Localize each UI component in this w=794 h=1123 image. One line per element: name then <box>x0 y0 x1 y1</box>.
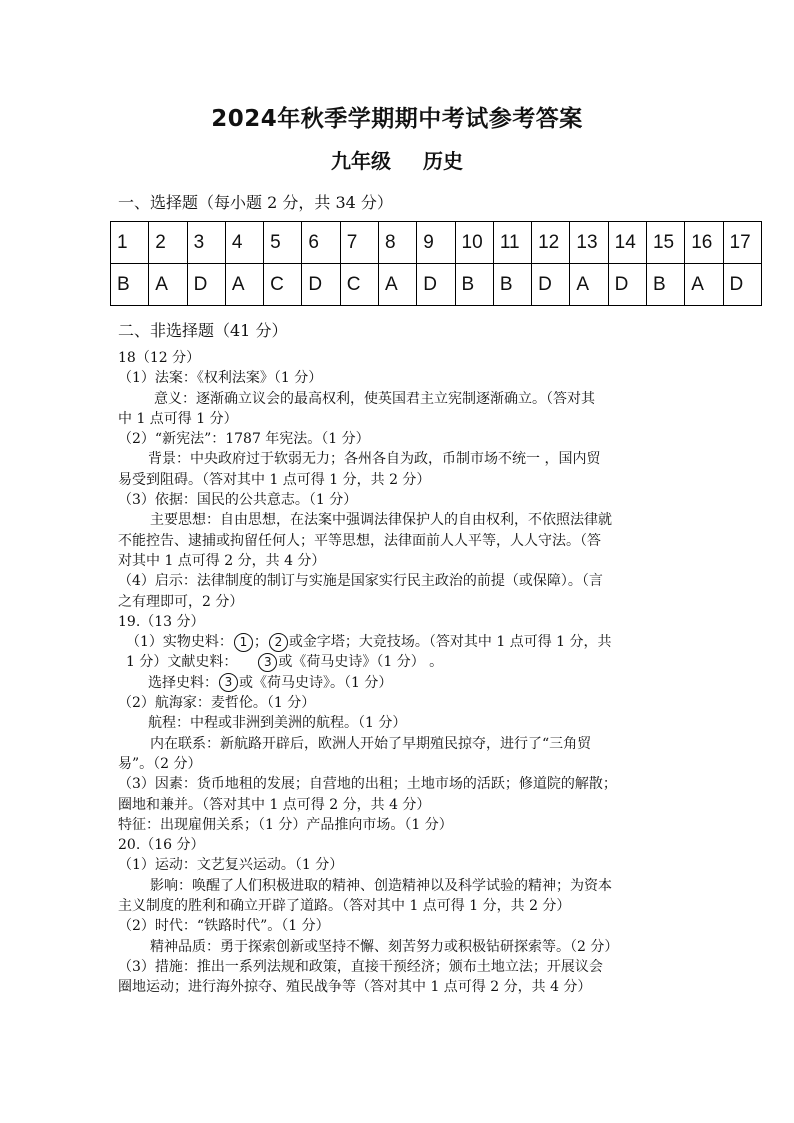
text-line: 影响：唤醒了人们积极进取的精神、创造精神以及科学试验的精神；为资本 <box>150 877 612 894</box>
text-line: （4）启示：法律制度的制订与实施是国家实行民主政治的前提（或保障）。（言 <box>118 573 603 590</box>
answer-row <box>111 264 762 306</box>
answer-table <box>110 221 762 306</box>
text-line: 精神品质：勇于探索创新或坚持不懈、刻苦努力或积极钻研探索等。（2 分） <box>150 938 619 955</box>
circled-number: 1 <box>234 633 253 652</box>
answer-cell: B <box>493 264 531 306</box>
question-number-cell: 6 <box>302 222 340 264</box>
answer-cell: A <box>149 264 187 306</box>
answer-cell: C <box>340 264 378 306</box>
question-number-cell: 17 <box>723 222 762 264</box>
text-line: 圈地运动；进行海外掠夺、殖民战争等（答对其中 1 点可得 2 分，共 4 分） <box>118 979 592 996</box>
answer-cell: A <box>225 264 263 306</box>
circled-number: 3 <box>258 653 277 672</box>
text-line: 特征：出现雇佣关系；（1 分）产品推向市场。（1 分） <box>118 816 453 833</box>
text-span: 1 分）文献史料： <box>126 654 238 671</box>
page-subtitle <box>0 145 794 174</box>
text-span: （1）实物史料： <box>126 634 233 651</box>
text-line: 背景：中央政府过于软弱无力；各州各自为政，币制市场不统一 ，国内贸 <box>148 451 601 468</box>
answer-cell: D <box>723 264 762 306</box>
text-line: 中 1 点可得 1 分） <box>118 410 238 427</box>
text-line: 内在联系：新航路开辟后，欧洲人开始了早期殖民掠夺，进行了“三角贸 <box>150 735 592 752</box>
text-span: ； <box>253 634 268 651</box>
text-line <box>118 652 678 672</box>
question-number-cell: 14 <box>608 222 646 264</box>
circled-number: 2 <box>269 633 288 652</box>
page-title: 2024年秋季学期期中考试参考答案 <box>211 106 583 132</box>
question-number-cell: 10 <box>455 222 493 264</box>
question-number-cell: 2 <box>149 222 187 264</box>
text-line: 19.（13 分） <box>118 613 205 630</box>
text-line: 主义制度的胜利和确立开辟了道路。（答对其中 1 点可得 1 分，共 2 分） <box>118 898 571 915</box>
question-number-cell: 8 <box>378 222 416 264</box>
text-line: （3）因素：货币地租的发展；自营地的出租；土地市场的活跃；修道院的解散； <box>118 776 617 793</box>
text-line: 航程：中程或非洲到美洲的航程。（1 分） <box>148 715 407 732</box>
text-span: 选择史料： <box>148 674 218 691</box>
subject-label: 历史 <box>423 149 463 173</box>
question-number-cell: 11 <box>493 222 531 264</box>
text-line <box>118 673 678 693</box>
question-number-cell: 4 <box>225 222 263 264</box>
section2-heading: 二、非选择题（41 分） <box>118 321 288 340</box>
text-line: 易”。（2 分） <box>118 755 202 772</box>
text-line: 不能控告、逮捕或拘留任何人；平等思想，法律面前人人平等，人人守法。（答 <box>118 532 601 549</box>
question-number-cell: 15 <box>646 222 684 264</box>
question-number-cell: 1 <box>111 222 149 264</box>
text-line: （2）时代：“铁路时代”。（1 分） <box>118 918 330 935</box>
text-line: 主要思想：自由思想，在法案中强调法律保护人的自由权利，不依照法律就 <box>150 512 612 529</box>
text-line <box>118 632 678 652</box>
answer-cell: B <box>646 264 684 306</box>
question-number-cell: 7 <box>340 222 378 264</box>
question-number-cell: 16 <box>685 222 723 264</box>
text-span: 或《荷马史诗》（1 分） 。 <box>278 654 444 671</box>
question-number-cell: 3 <box>187 222 225 264</box>
text-line: （2）航海家：麦哲伦。（1 分） <box>118 695 316 712</box>
answer-cell: D <box>187 264 225 306</box>
text-line: 20.（16 分） <box>118 837 205 854</box>
answer-content <box>118 348 678 998</box>
answer-cell: A <box>685 264 723 306</box>
answer-cell: D <box>608 264 646 306</box>
text-line: （1）运动：文艺复兴运动。（1 分） <box>118 857 344 874</box>
text-line: 之有理即可，2 分） <box>118 593 244 610</box>
section1-heading: 一、选择题（每小题 2 分，共 34 分） <box>118 193 393 212</box>
text-line: 易受到阻碍。（答对其中 1 点可得 1 分，共 2 分） <box>118 471 431 488</box>
answer-cell: C <box>264 264 302 306</box>
text-line: 圈地和兼并。（答对其中 1 点可得 2 分，共 4 分） <box>118 796 431 813</box>
circled-number: 3 <box>219 673 238 692</box>
text-line: （3）措施：推出一系列法规和政策，直接干预经济；颁布土地立法；开展议会 <box>118 958 603 975</box>
answer-cell: B <box>111 264 149 306</box>
text-line: （2）“新宪法”：1787 年宪法。（1 分） <box>118 431 370 448</box>
answer-cell: D <box>302 264 340 306</box>
text-line: 18（12 分） <box>118 350 201 366</box>
text-line: （3）依据：国民的公共意志。（1 分） <box>118 492 358 509</box>
answer-cell: D <box>532 264 570 306</box>
answer-cell: B <box>455 264 493 306</box>
question-number-cell: 13 <box>570 222 608 264</box>
answer-cell: A <box>378 264 416 306</box>
answer-cell: D <box>417 264 455 306</box>
question-number-cell: 5 <box>264 222 302 264</box>
grade-label: 九年级 <box>331 149 391 173</box>
text-line: 意义：逐渐确立议会的最高权利，使英国君主立宪制逐渐确立。（答对其 <box>154 390 595 407</box>
text-span: 或金字塔；大竞技场。（答对其中 1 点可得 1 分，共 <box>288 634 612 651</box>
answer-cell: A <box>570 264 608 306</box>
text-span: 或《荷马史诗》。（1 分） <box>239 674 393 691</box>
text-line: （1）法案：《权利法案》（1 分） <box>118 370 323 387</box>
question-number-cell: 12 <box>532 222 570 264</box>
question-number-row <box>111 222 762 264</box>
question-number-cell: 9 <box>417 222 455 264</box>
text-line: 对其中 1 点可得 2 分，共 4 分） <box>118 552 326 569</box>
